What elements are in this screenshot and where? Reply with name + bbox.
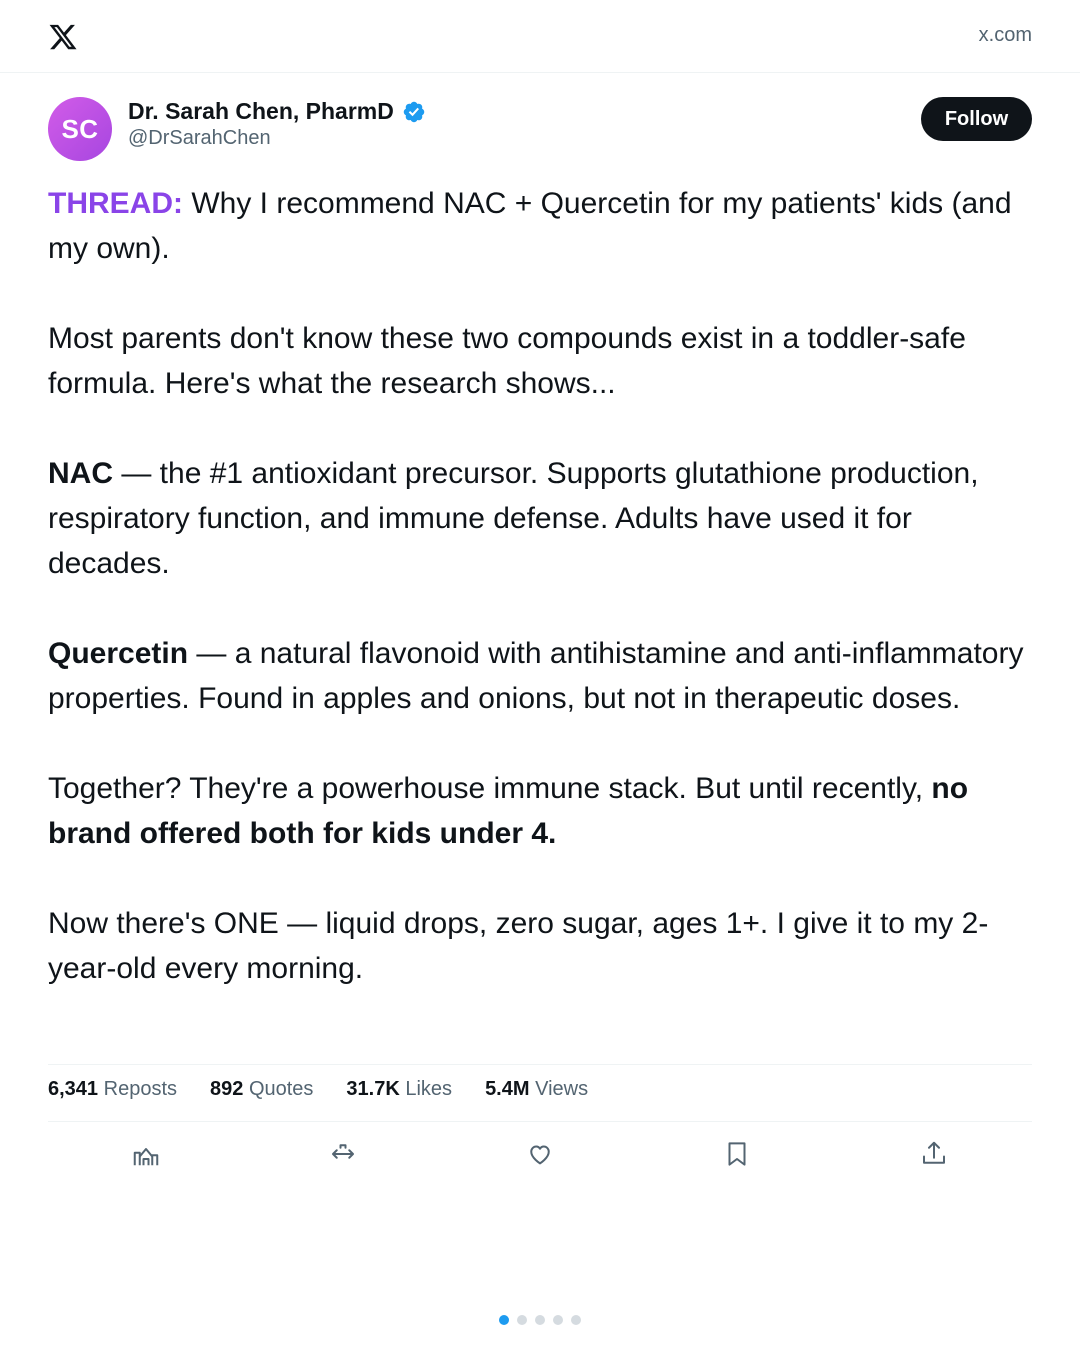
share-icon — [919, 1139, 949, 1169]
pagination-dot[interactable] — [553, 1315, 563, 1325]
action-bar — [48, 1132, 1032, 1176]
author-name-row — [128, 98, 426, 125]
stats-divider-bottom — [48, 1121, 1032, 1122]
bold-claim: no brand offered both for kids under 4. — [48, 772, 969, 850]
post-paragraph — [48, 631, 1038, 721]
x-logo-icon[interactable] — [47, 22, 79, 52]
post-paragraph — [48, 766, 1038, 856]
share-button[interactable] — [912, 1132, 956, 1176]
pagination-dot[interactable] — [571, 1315, 581, 1325]
carousel-pagination — [0, 1315, 1080, 1325]
post-stats — [48, 1078, 621, 1101]
post-author — [48, 97, 1032, 161]
post-paragraph: Most parents don't know these two compounds exist in a toddler-safe formula. Here's what the research shows... — [48, 322, 966, 400]
pagination-dot-active[interactable] — [499, 1315, 509, 1325]
pagination-dot[interactable] — [517, 1315, 527, 1325]
follow-button[interactable]: Follow — [921, 97, 1032, 141]
paragraph-text: — a natural flavonoid with antihistamine and anti-inflammatory properties. Found in apples and onions, but not in therapeutic doses. — [48, 637, 1024, 715]
paragraph-text: Why I recommend NAC + Quercetin for my patients' kids (and my own). — [48, 187, 1012, 265]
verified-badge-icon — [402, 100, 426, 124]
stats-divider-top — [48, 1064, 1032, 1065]
reply-icon — [131, 1139, 161, 1169]
author-handle[interactable]: @DrSarahChen — [128, 127, 271, 149]
likes-stat[interactable]: 31.7K Likes — [346, 1078, 453, 1100]
repost-icon — [328, 1139, 358, 1169]
bookmark-button[interactable] — [715, 1132, 759, 1176]
views-stat[interactable]: 5.4M Views — [485, 1078, 589, 1100]
post-text — [48, 181, 1038, 991]
post-paragraph — [48, 451, 1038, 586]
bold-term: Quercetin — [48, 637, 189, 670]
author-name[interactable]: Dr. Sarah Chen, PharmD — [128, 98, 394, 124]
bold-term: NAC — [48, 457, 113, 490]
like-button[interactable] — [518, 1132, 562, 1176]
bookmark-icon — [722, 1139, 752, 1169]
top-bar — [0, 0, 1080, 73]
quotes-stat[interactable]: 892 Quotes — [210, 1078, 314, 1100]
pagination-dot[interactable] — [535, 1315, 545, 1325]
reposts-stat[interactable]: 6,341 Reposts — [48, 1078, 177, 1100]
avatar[interactable]: SC — [48, 97, 112, 161]
post-paragraph — [48, 181, 1038, 271]
paragraph-text: — the #1 antioxidant precursor. Supports glutathione production, respiratory function, and immune defense. Adults have used it for decades. — [48, 457, 979, 580]
paragraph-text: Together? They're a powerhouse immune stack. But until recently, — [48, 772, 932, 805]
repost-button[interactable] — [321, 1132, 365, 1176]
site-domain[interactable]: x.com — [978, 24, 1032, 46]
post-paragraph: Now there's ONE — liquid drops, zero sugar, ages 1+. I give it to my 2-year-old every morning. — [48, 907, 989, 985]
thread-label: THREAD: — [48, 187, 183, 220]
like-icon — [525, 1139, 555, 1169]
reply-button[interactable] — [124, 1132, 168, 1176]
